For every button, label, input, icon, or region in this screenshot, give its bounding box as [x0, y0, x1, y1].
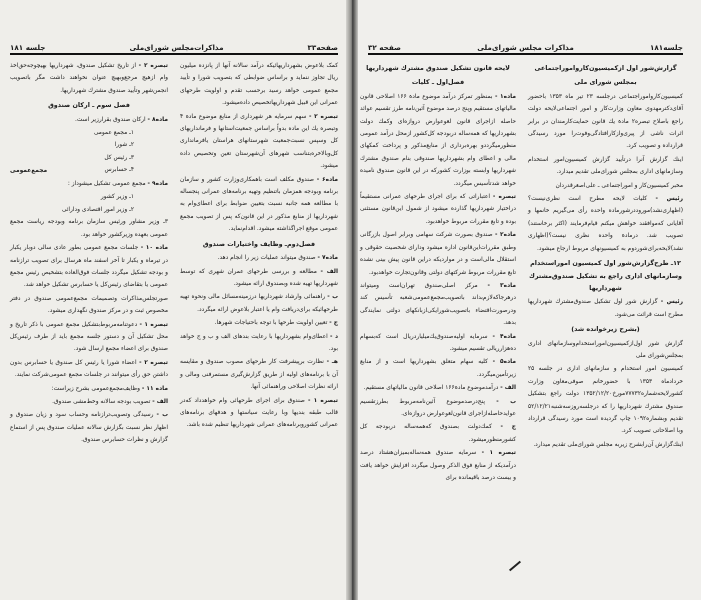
paragraph-text: کمیسیون‌کاروامور‌اجتماعی درجلسه ۲۳ تیر ماه ۱۳۵۳ باحضور آقای‌دکترمهدوی معاون وزارت‌کار و امور اجتماعی‌لایحه دولت راجع باصلاح تبصره۲ مادة یك قانون حمایت‌کارمندان در برابر اثرات ناشی از پیری‌وازکارافتادگی‌وفوت‌را مورد رسیدگی قرارداده و تصویب کرد.	[528, 93, 683, 150]
paragraph	[180, 356, 338, 393]
session-number: جلسه۱۸۱	[650, 43, 683, 52]
paragraph	[10, 409, 168, 446]
article-label: الف -	[500, 385, 516, 392]
article-label: ماده۷ -	[317, 255, 338, 262]
paragraph-text: اعضاء شورا یا رئیس کل صندوق یا حسابرس بدون داشتن حق رأی میتوانند در جلسات مجمع عمومی‌شرکت نمایند.	[10, 359, 168, 379]
paragraph-text: صورتجلس‌مذاکرات وتصمیمات مجمع‌عمومی صندوق در دفتر مخصوص ثبت و در مرکز صندوق نگهداری میشود.	[10, 295, 168, 315]
paragraph	[360, 447, 516, 484]
article-label: ج -	[329, 320, 338, 327]
article-label: تبصره -	[492, 194, 517, 201]
article-label: ماده۶ -	[316, 176, 338, 183]
paragraph-text: وظایف‌مجمع‌عمومی بشرح زیراست:	[51, 385, 142, 392]
paragraph	[10, 357, 168, 382]
paragraph-text: ارکان صندوق بقرارزیر است.	[75, 116, 148, 123]
paragraph-text: بمجلس شورای ملی	[574, 78, 637, 87]
article-label: ماده ۱۰ -	[140, 245, 168, 252]
paragraph	[10, 216, 168, 241]
paragraph-text: فصل سوم ـ ارکان صندوق	[48, 101, 130, 110]
paragraph	[180, 252, 338, 264]
paragraph-text: نظارت برپیشرفت کار طرحهای مصوب صندوق و مقایسه آن با برنامه‌های اولیه از طریق گزارش‌گیری مستمرفنی ومالی و ارائه نظرات اصلاحی وراهنمائی آنها.	[180, 359, 338, 391]
running-title: مذاکرات مجلس شورای‌ملی	[477, 43, 574, 52]
article-label: هـ -	[326, 359, 338, 366]
paragraph-text: اینك‌گزارش آن‌رابشرح زیربه مجلس شورای‌ملی تقدیم میدارد.	[533, 441, 683, 448]
paragraph-text: بمنظور تمرکز درآمد موضوع مادة ۱۶۶ اصلاحی قانون مالیاتهای مستقیم وپنج درصد موضوع آئین‌نامه طرز تقسیم عوائد حاصله ازاجرای قانون لغوعوارض دروازه‌ای وکمك دولت بشهرداریها که همه‌ساله دربودجه کل‌کشور ازمحل درآمد عمومی منظورمیگرددو بهره‌برداری از منابع‌مذکور و پرداخت کمکهای مالی و اعطای وام بشهرداریها صندوقی بنام صندوق مشترك شهرداریها وابسته بوزارت کشورکه در این قانون صندوق نامیده خواهد شدتأسیس میگردد.	[360, 93, 516, 187]
paragraph-text: از تاریخ تشکیل صندوق، شهرداریها بهیچوجه‌حق‌اخذ وام ازهیچ مرجع‌وبهیچ عنوان نخواهند داشت مگر باتصویب انجمن‌شهر وتأیید صندوق مشترك شهرداریها.	[10, 63, 168, 94]
article-label: تبصره ۲ -	[139, 359, 168, 366]
section-heading	[528, 257, 683, 294]
article-label: تبصره ۲ -	[138, 63, 168, 69]
paragraph-text: پنج‌درصدموضوع آئین‌نامه‌مربوط بطرزتقسیم عوایدحاصله‌ازاجرای قانون‌لغوعوارض دروازه‌ای.	[360, 398, 516, 417]
article-label: ماده۱ -	[494, 93, 516, 100]
paragraph	[360, 356, 516, 381]
left-page-column-right	[180, 60, 338, 433]
paragraph-text: اعطای‌وام بشهرداریها با رعایت بندهای الف و ب و ج خواهد بود.	[180, 333, 338, 352]
section-heading	[10, 99, 168, 111]
right-page-column-right	[528, 60, 683, 452]
paragraph	[360, 396, 516, 421]
paragraph-text: مرکز اصلی‌صندوق تهران‌است ومیتواند درهرجاکه‌لازم‌بداند باتصویب‌مجمع‌عمومی‌شعبه تأسیس کند ودرصورت‌اقتضاء باتصویب‌شورایکی‌ازبانکهای دولتی نمایندگی بدهد.	[360, 282, 516, 327]
left-page-column-left	[10, 60, 168, 448]
article-label: ماده ۱۱ -	[141, 385, 168, 392]
article-label: الف -	[152, 398, 168, 405]
paragraph-text: گزارش شور اول تشکیل صندوق‌مشترك شهرداریها مطرح است قرائت می‌شود.	[528, 299, 683, 318]
list-item: ۲ـ شورا	[114, 142, 134, 149]
article-label: تبصره ۲ -	[308, 113, 339, 120]
paragraph-text: مطالعه و بررسی طرحهای عمران شهری که توسط شهرداریها تهیه شده وبصندوق ارائه میشود.	[180, 268, 338, 287]
section-heading	[360, 62, 516, 74]
paragraph	[180, 291, 338, 316]
article-label: تبصره ۱ -	[481, 450, 517, 457]
article-label: ماده۸ -	[147, 116, 168, 123]
paragraph	[180, 266, 338, 291]
article-label: ج -	[500, 424, 516, 431]
paragraph	[360, 229, 516, 279]
paragraph-text: لایحه قانون تشکیل صندوق مشترك شهرداریها	[366, 64, 510, 72]
page-number: صفحه ۳۲	[368, 43, 401, 52]
section-heading	[180, 238, 338, 250]
running-title: مذاکرات‌مجلس شورای‌ملی	[129, 43, 224, 52]
paragraph	[528, 154, 683, 179]
paragraph	[528, 193, 683, 255]
article-label: د -	[330, 333, 338, 340]
list-item: ۲ـ وزیر امور اقتصادی ودارائی	[61, 206, 134, 213]
paragraph	[528, 180, 683, 192]
paragraph	[528, 439, 683, 451]
paragraph-text: گزارش شور اول‌ازکمیسیون‌امور‌استخدام‌وسازمانهای اداری بمجلس‌شورای ملی	[528, 340, 683, 359]
paragraph	[528, 91, 683, 153]
article-label: ماده۴ -	[492, 333, 516, 340]
left-page-header	[10, 38, 338, 52]
left-page	[0, 0, 350, 600]
paragraph-text: جلسات مجمع عمومی بطور عادی سالی دوبار یکبار در تیرماه و یکبار تا آخر اسفند ماه هرسال برای تصویب ترازنامه و بودجه تشکیل میگردد جلسات فوق‌العاده بتشخیص رئیس مجمع عمومی یا بتقاضای رئیس‌کل یا حسابرس تشکیل خواهد شد.	[10, 245, 168, 289]
article-label: ب -	[156, 412, 168, 419]
paragraph-text: ۳ـ وزیر مشاور ورئیس سازمان برنامه وبودجه ریاست مجمع عمومی بعهده وزیرکشور خواهد بود.	[10, 219, 168, 238]
article-label: ماده۹ -	[147, 181, 168, 188]
paragraph	[10, 383, 168, 395]
paragraph-text: درآمدموضوع مادة۱۶۶ اصلاحی قانون مالیاتهای مستقیم.	[363, 385, 501, 392]
paragraph-text: سهم سرمایه هر شهرداری از منابع موضوع مادة ۴ وتبصره یك این ماده بدواً براساس جمعیت‌استانها و فرمانداریهای کل وسپس نسبت‌جمعیت شهرستانهای هراستان یافرمانداری کل‌وبالاخره‌بتناسب شهرهای آن‌شهرستان تعین وتخصیص داده میشود.	[180, 113, 338, 170]
paragraph-text: مجمع‌عمومی	[10, 167, 48, 174]
paragraph	[10, 293, 168, 318]
list-item: ۱ـ مجمع عمومی	[93, 130, 134, 137]
paragraph-text: صندوق مکلف است باهمکاری‌وزارت کشور و سازمان برنامه وبودجه همزمان باتنظیم وتهیه برنامه‌های عمرانی پنجساله با مطالعه همه جانبه نسبت بتعیین ضوابط برای اعطای‌وام به شهرداریها از منابع مذکور در این قانون‌که پس از تصویب مجمع عمومی موقع اجراگذاشته میشود. اقدام‌نماید.	[180, 176, 338, 233]
pen-mark	[509, 561, 521, 572]
paragraph-text: راهنمائی وارشاد شهرداریها درزمینه‌مسائل مالی ونحوه تهیه طرحهائیکه برای‌دریافت وام یا اعتبار بلاعوض ارائه میگردد.	[180, 294, 338, 313]
paragraph-text: کلیات لایحه مطرح است نظری‌نیست؟ (اظهاری‌نشد)موروددرشورماده واحده رأی می‌گیریم خانمها و آقایانی که‌موافقند خواهش میکنم قیام‌فرمایند (اکثر برخاستند) تصویب شد. درمادة واحده نظری نیست؟(اظهاری نشد)لایحه‌برای‌شوردوم به کمیسیونهای مربوط ارجاع میشود.	[528, 196, 683, 252]
paragraph-text: مجمع عمومی تشکیل میشوداز :	[67, 181, 148, 188]
article-label: تبصره ۱ -	[307, 397, 338, 404]
section-heading	[528, 76, 683, 88]
paragraph-text: مخبر کمیسیون‌کار و امور‌اجتماعی ـ علی‌اصغرقدردان	[555, 182, 683, 189]
paragraph-text: اعتباراتی که برای اجرای طرحهای عمرانی مستقیماً دراختیار شهرداریها گذارده میشود از شمول این‌قانون مستثنی بوده و تابع مقررات مربوط خواهدبود.	[360, 194, 516, 225]
paragraph	[360, 191, 516, 228]
paragraph-text: (بشرح زیرخوانده شد)	[571, 325, 640, 334]
paragraph-text: کمیسیون امور استخدام و سازمانهای اداری در جلسه ۲۵ خردادماه ۱۳۵۳ با حضورخانم صوفی‌معاون وزارت کشورلایحه‌شماره۷۷۷۳۲مورخ۱۳۵۲/۱۲/۲۰ دولت راجع بتشکیل صندوق مشترك شهرداریها را که درجلسه‌روزسه‌شنبه۵۲/۱۲/۲۱ تقدیم وبشماره۱۰۹۲ چاپ گردیده است مورد رسیدگی قرارداد وبا اصلاحاتی تصویب کرد.	[528, 366, 683, 435]
paragraph	[528, 363, 683, 437]
session-number: جلسه ۱۸۱	[10, 43, 46, 52]
page-number: صفحه۳۳	[307, 43, 338, 52]
header-rule	[368, 53, 683, 55]
paragraph	[180, 395, 338, 432]
paragraph	[10, 242, 168, 292]
paragraph-text: کلیه سهام متعلق بشهرداریها است و از منابع زیرتأمین‌میگردد.	[360, 359, 516, 378]
enumerated-list	[10, 191, 168, 216]
right-page-header	[368, 38, 683, 52]
paragraph	[180, 111, 338, 173]
paragraph-text: کمک بلاعوض بشهرداریهائیکه درآمد سالانه آنها از پانزده میلیون ریال تجاوز ننماید و براساس ضوابطی که بتصویب شورا و تأیید مجمع عمومی خواهد رسید برحسب تقدم و اولویت طرحهای عمرانی این قبیل شهرداریهاتخصیص داده‌میشود.	[180, 63, 338, 107]
paragraph	[360, 91, 516, 190]
paragraph	[528, 338, 683, 363]
section-heading	[360, 76, 516, 88]
article-label: الف -	[320, 268, 338, 275]
article-label: تبصره ۱ -	[139, 321, 168, 328]
section-heading	[528, 62, 683, 74]
paragraph	[180, 317, 338, 329]
list-item: ۴ـ حسابرس	[104, 167, 134, 174]
paragraph-text: کمك‌دولت بصندوق که‌همه‌ساله دربودجه کل کشورمنظورمیشود.	[360, 424, 516, 443]
paragraph-text: صندوق برای اجرای طرحهائی وام خواهدداد که‌در قالب طبقه بندیها وبا رعایت سیاستها و هدفهای برنامه‌های عمرانی کشوروبرنامه‌های عمرانی شهرداریها تنظیم شده باشد.	[180, 397, 338, 429]
paragraph	[10, 319, 168, 356]
paragraph-text: رسیدگی وتصویب‌ترازنامه وحساب سود و زیان صندوق و اظهار نظر نسبت بگزارش سالانه عملیات صندوق پس از استماع گزارش و نظرات حسابرس صندوق.	[10, 412, 168, 444]
right-page-column-left	[360, 60, 516, 485]
article-label: ماده۳ -	[487, 282, 516, 289]
paragraph-text: فصل‌اول ـ کلیات	[411, 78, 465, 87]
paragraph-text: صندوق بصورت شرکت سهامی وبرابر اصول بازرگانی وطبق مقررات‌این‌قانون اداره میشود ودارای شخصیت حقوقی و استقلال مالی‌است و در مواردیکه دراین قانون پیش بینی نشده تابع مقررات مربوط شرکتهای دولتی وقانون‌تجارت خواهدبود.	[360, 232, 516, 276]
paragraph	[180, 331, 338, 356]
paragraph	[10, 396, 168, 408]
list-item: ۳ـ رئیس کل	[104, 154, 134, 161]
article-label: ماده۵ -	[492, 359, 517, 366]
paragraph	[180, 60, 338, 110]
paragraph-text: تصویب بودجه سالانه وخط‌مشی صندوق.	[52, 398, 153, 405]
section-heading	[528, 323, 683, 335]
paragraph-text: سرمایه اولیه‌صندوق‌یك‌میلیارد‌ریال است که‌بسهام ده‌هزارریالی تقسیم میشود.	[360, 333, 516, 352]
right-page	[350, 0, 701, 600]
paragraph	[10, 114, 168, 126]
article-label: رئیس -	[655, 196, 683, 203]
paragraph-text: ۱۲ـ طرح‌گزارش‌شور اول کمیسیون امور‌استخدام وسازمانهای اداری راجع به تشکیل صندوق‌مشترك شهرداریها	[529, 259, 682, 292]
paragraph-text: فصل‌دوم‌ـ وظایف واختیارات صندوق	[202, 239, 316, 248]
paragraph	[10, 178, 168, 190]
paragraph-text: اینك گزارش آنرا درتأیید گزارش کمیسیون‌امور استخدام وسازمانهای اداری بمجلس شورای‌ملی تقدیم میدارد.	[528, 156, 683, 176]
article-label: ماده۲ -	[495, 232, 516, 239]
paragraph-text: تعیین اولویت طرحها با توجه باحتیاجات شهرها.	[214, 320, 330, 327]
paragraph	[360, 421, 516, 446]
paragraph	[360, 331, 516, 356]
article-label: ب -	[496, 398, 516, 405]
margin-note	[10, 165, 168, 177]
paragraph	[360, 382, 516, 394]
article-label: ب -	[327, 294, 338, 301]
paragraph	[180, 174, 338, 236]
paragraph-text: سرمایه صندوق همه‌ساله‌بمیزان‌هشتاد درصد درآمدیکه از منابع فوق الذکر وصول میگردد افزایش خواهد یافت و بیست درصد باقیمانده برای	[360, 450, 516, 481]
paragraph	[528, 296, 683, 321]
book-gutter	[346, 0, 358, 600]
paragraph	[10, 60, 168, 97]
paragraph-text: دعوتنامه‌مربوط‌بتشکیل مجمع عمومی با ذکر تاریخ و محل تشکیل آن و دستور جلسه مجمع باید از طرف رئیس‌کل صندوق برای اعضاء مجمع ارسال شود.	[10, 321, 168, 353]
header-rule	[10, 53, 338, 55]
paragraph	[360, 280, 516, 330]
paragraph-text: گزارش‌شور اول ازکمیسیون‌کاروامور‌اجتماعی	[534, 64, 677, 72]
list-item: ۱ـ وزیر کشور	[100, 194, 134, 201]
article-label: رئیس -	[660, 299, 683, 306]
paragraph-text: صندوق میتواند عملیات زیر را انجام دهد.	[217, 255, 318, 262]
